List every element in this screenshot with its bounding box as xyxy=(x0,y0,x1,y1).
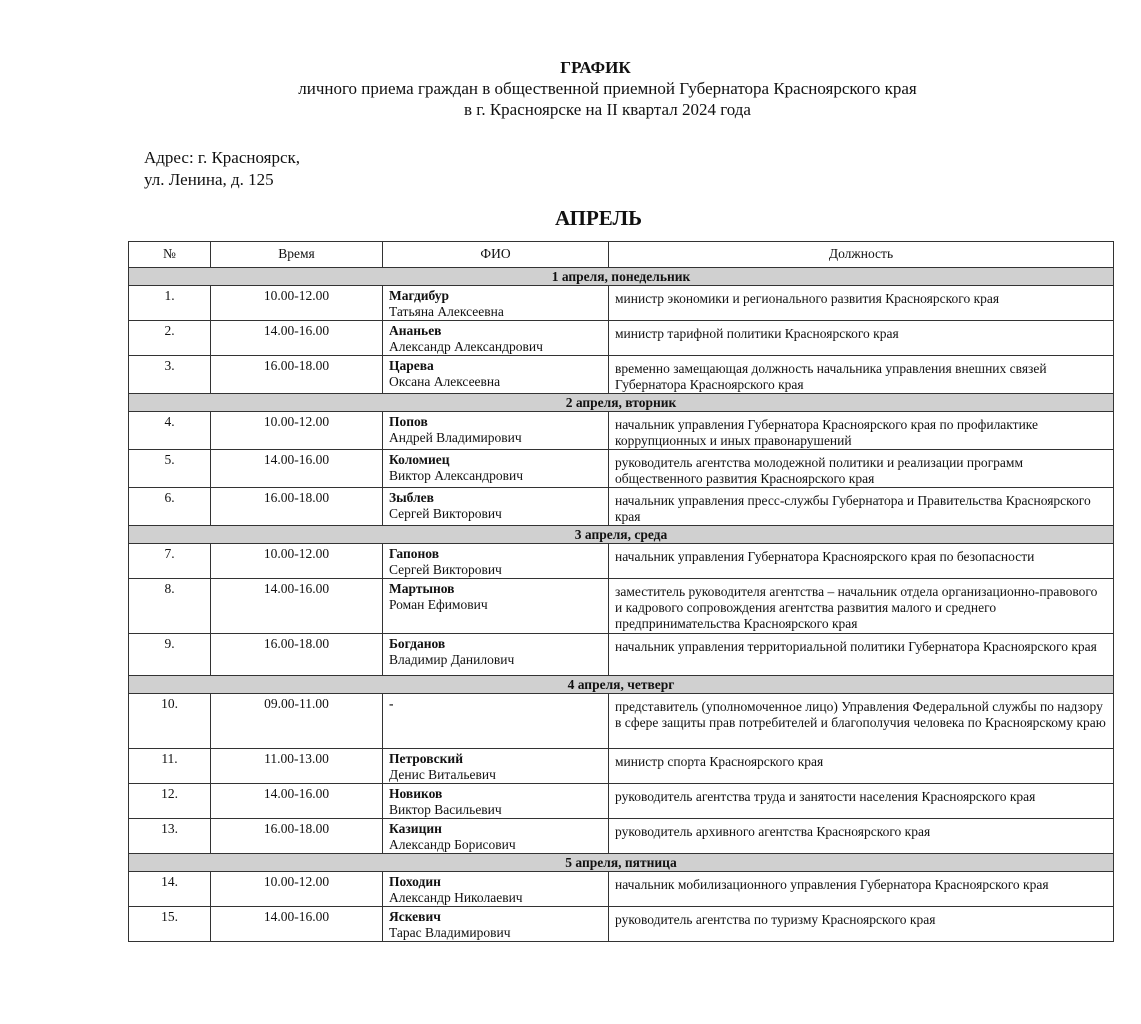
column-header-position: Должность xyxy=(609,242,1114,268)
row-number: 1. xyxy=(129,286,211,321)
table-row xyxy=(129,749,1114,784)
table-row xyxy=(129,488,1114,526)
day-label: 3 апреля, среда xyxy=(129,526,1114,544)
row-number: 12. xyxy=(129,784,211,819)
row-number: 7. xyxy=(129,544,211,579)
column-header-num: № xyxy=(129,242,211,268)
row-position: представитель (уполномоченное лицо) Управления Федеральной службы по надзору в сфере защиты прав потребителей и благополучия человека по Красноярскому краю xyxy=(609,694,1114,749)
first-name: Александр Николаевич xyxy=(389,890,523,905)
day-header-row xyxy=(129,854,1114,872)
first-name: Денис Витальевич xyxy=(389,767,496,782)
row-time: 14.00-16.00 xyxy=(211,321,383,356)
last-name: - xyxy=(389,696,394,711)
table-row xyxy=(129,872,1114,907)
row-time: 10.00-12.00 xyxy=(211,412,383,450)
row-fio xyxy=(383,749,609,784)
last-name: Новиков xyxy=(389,786,443,801)
document-subtitle: личного приема граждан в общественной приемной Губернатора Красноярского края xyxy=(298,79,917,98)
first-name: Александр Борисович xyxy=(389,837,516,852)
row-position: начальник управления Губернатора Красноярского края по безопасности xyxy=(609,544,1114,579)
row-position: министр спорта Красноярского края xyxy=(609,749,1114,784)
day-label: 1 апреля, понедельник xyxy=(129,268,1114,286)
row-position: начальник управления Губернатора Красноярского края по профилактике коррупционных и иных правонарушений xyxy=(609,412,1114,450)
row-number: 2. xyxy=(129,321,211,356)
table-row xyxy=(129,819,1114,854)
first-name: Александр Александрович xyxy=(389,339,543,354)
row-time: 14.00-16.00 xyxy=(211,450,383,488)
row-number: 9. xyxy=(129,634,211,676)
row-fio xyxy=(383,579,609,634)
day-label: 4 апреля, четверг xyxy=(129,676,1114,694)
first-name: Виктор Александрович xyxy=(389,468,524,483)
last-name: Казицин xyxy=(389,821,442,836)
first-name: Оксана Алексеевна xyxy=(389,374,501,389)
column-header-time: Время xyxy=(211,242,383,268)
row-position: руководитель агентства труда и занятости населения Красноярского края xyxy=(609,784,1114,819)
row-number: 15. xyxy=(129,907,211,942)
table-header-row xyxy=(129,242,1114,268)
row-number: 8. xyxy=(129,579,211,634)
row-position: заместитель руководителя агентства – начальник отдела организационно-правового и кадрового сопровождения агентства развития малого и среднего предпринимательства Красноярского края xyxy=(609,579,1114,634)
row-number: 11. xyxy=(129,749,211,784)
row-time: 14.00-16.00 xyxy=(211,907,383,942)
row-position: руководитель агентства по туризму Красноярского края xyxy=(609,907,1114,942)
row-time: 16.00-18.00 xyxy=(211,356,383,394)
table-row xyxy=(129,579,1114,634)
last-name: Попов xyxy=(389,414,428,429)
day-header-row xyxy=(129,676,1114,694)
table-row xyxy=(129,694,1114,749)
table-row xyxy=(129,907,1114,942)
row-number: 14. xyxy=(129,872,211,907)
last-name: Зыблев xyxy=(389,490,434,505)
day-label: 2 апреля, вторник xyxy=(129,394,1114,412)
last-name: Яскевич xyxy=(389,909,441,924)
column-header-fio: ФИО xyxy=(383,242,609,268)
row-number: 6. xyxy=(129,488,211,526)
table-row xyxy=(129,356,1114,394)
first-name: Сергей Викторович xyxy=(389,506,502,521)
day-header-row xyxy=(129,394,1114,412)
first-name: Сергей Викторович xyxy=(389,562,502,577)
row-time: 16.00-18.00 xyxy=(211,488,383,526)
table-row xyxy=(129,450,1114,488)
last-name: Гапонов xyxy=(389,546,439,561)
table-row xyxy=(129,286,1114,321)
row-time: 14.00-16.00 xyxy=(211,579,383,634)
row-fio xyxy=(383,321,609,356)
row-fio xyxy=(383,286,609,321)
schedule-body xyxy=(129,268,1114,942)
row-position: руководитель агентства молодежной политики и реализации программ общественного развития Красноярского края xyxy=(609,450,1114,488)
row-position: министр тарифной политики Красноярского края xyxy=(609,321,1114,356)
row-fio xyxy=(383,488,609,526)
row-position: временно замещающая должность начальника управления внешних связей Губернатора Красноярского края xyxy=(609,356,1114,394)
row-fio xyxy=(383,544,609,579)
last-name: Коломиец xyxy=(389,452,450,467)
row-fio xyxy=(383,907,609,942)
table-row xyxy=(129,544,1114,579)
row-number: 5. xyxy=(129,450,211,488)
row-time: 11.00-13.00 xyxy=(211,749,383,784)
address-line-1: Адрес: г. Красноярск, xyxy=(144,148,301,167)
first-name: Тарас Владимирович xyxy=(389,925,511,940)
first-name: Виктор Васильевич xyxy=(389,802,502,817)
row-position: начальник управления пресс-службы Губернатора и Правительства Красноярского края xyxy=(609,488,1114,526)
first-name: Андрей Владимирович xyxy=(389,430,522,445)
first-name: Роман Ефимович xyxy=(389,597,488,612)
last-name: Походин xyxy=(389,874,441,889)
row-time: 09.00-11.00 xyxy=(211,694,383,749)
first-name: Татьяна Алексеевна xyxy=(389,304,504,319)
row-time: 10.00-12.00 xyxy=(211,286,383,321)
table-row xyxy=(129,784,1114,819)
address-block xyxy=(144,147,300,191)
address-line-2: ул. Ленина, д. 125 xyxy=(144,170,274,189)
row-position: начальник мобилизационного управления Губернатора Красноярского края xyxy=(609,872,1114,907)
row-fio xyxy=(383,412,609,450)
last-name: Мартынов xyxy=(389,581,455,596)
row-fio xyxy=(383,694,609,749)
row-time: 14.00-16.00 xyxy=(211,784,383,819)
schedule-table xyxy=(128,241,1114,942)
row-position: руководитель архивного агентства Красноярского края xyxy=(609,819,1114,854)
row-fio xyxy=(383,450,609,488)
row-fio xyxy=(383,872,609,907)
last-name: Царева xyxy=(389,358,434,373)
last-name: Богданов xyxy=(389,636,446,651)
row-fio xyxy=(383,784,609,819)
row-number: 3. xyxy=(129,356,211,394)
table-row xyxy=(129,412,1114,450)
row-position: министр экономики и регионального развития Красноярского края xyxy=(609,286,1114,321)
month-heading: АПРЕЛЬ xyxy=(555,206,643,230)
row-time: 10.00-12.00 xyxy=(211,872,383,907)
document-header xyxy=(0,57,1141,120)
last-name: Ананьев xyxy=(389,323,442,338)
row-fio xyxy=(383,634,609,676)
row-time: 16.00-18.00 xyxy=(211,819,383,854)
row-number: 13. xyxy=(129,819,211,854)
day-label: 5 апреля, пятница xyxy=(129,854,1114,872)
document-title: ГРАФИК xyxy=(560,58,631,77)
day-header-row xyxy=(129,526,1114,544)
row-time: 10.00-12.00 xyxy=(211,544,383,579)
day-header-row xyxy=(129,268,1114,286)
row-number: 4. xyxy=(129,412,211,450)
document-period: в г. Красноярске на II квартал 2024 года xyxy=(464,100,751,119)
row-position: начальник управления территориальной политики Губернатора Красноярского края xyxy=(609,634,1114,676)
row-number: 10. xyxy=(129,694,211,749)
row-fio xyxy=(383,819,609,854)
table-row xyxy=(129,634,1114,676)
last-name: Петровский xyxy=(389,751,463,766)
table-row xyxy=(129,321,1114,356)
row-fio xyxy=(383,356,609,394)
last-name: Магдибур xyxy=(389,288,450,303)
row-time: 16.00-18.00 xyxy=(211,634,383,676)
first-name: Владимир Данилович xyxy=(389,652,515,667)
